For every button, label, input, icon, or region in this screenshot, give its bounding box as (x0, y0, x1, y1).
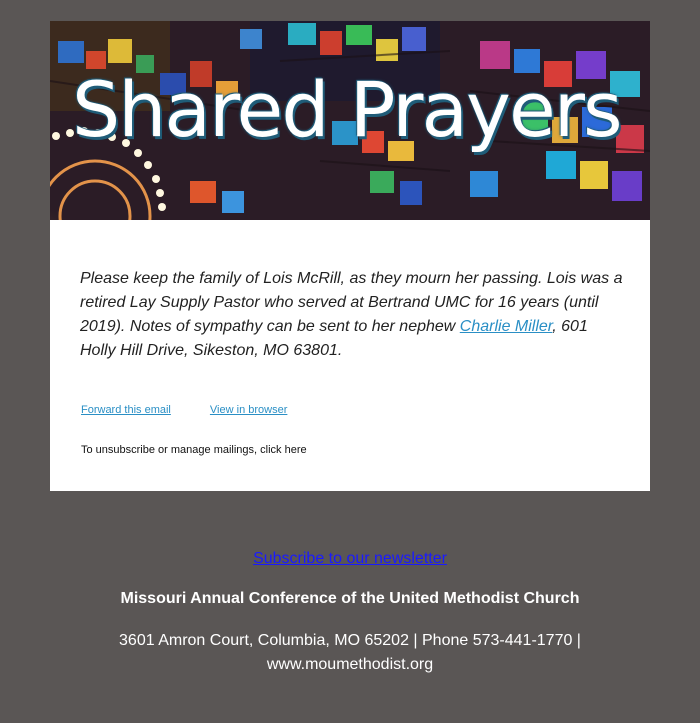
address-line: 3601 Amron Court, Columbia, MO 65202 | Phone 573-441-1770 | (119, 632, 581, 649)
message-text-end: , 601 Holly Hill Drive, Sikeston, MO 63801. (80, 318, 588, 359)
subscribe-row (0, 550, 700, 568)
view-in-browser-link[interactable]: View in browser (209, 404, 288, 416)
organization-name: Missouri Annual Conference of the United Methodist Church (120, 590, 580, 607)
message-text-start: Please keep the family of Lois McRill, as they mourn her passing. Lois was a retired Lay Supply Pastor who served at Bertrand UMC for 16 years (until 2019). Notes of sympathy can be sent to her nephew (80, 270, 623, 335)
banner-title: Shared Prayers (72, 65, 621, 154)
website-text: www.moumethodist.org (266, 656, 434, 673)
subscribe-link[interactable]: Subscribe to our newsletter (253, 550, 447, 567)
banner-image (50, 21, 650, 220)
unsubscribe-text[interactable]: To unsubscribe or manage mailings, click here (81, 444, 307, 456)
charlie-miller-link[interactable]: Charlie Miller (459, 318, 553, 335)
email-links (81, 404, 323, 416)
email-card (50, 21, 650, 491)
forward-email-link[interactable]: Forward this email (81, 404, 171, 416)
footer-address (0, 629, 700, 677)
prayer-message (80, 267, 625, 363)
